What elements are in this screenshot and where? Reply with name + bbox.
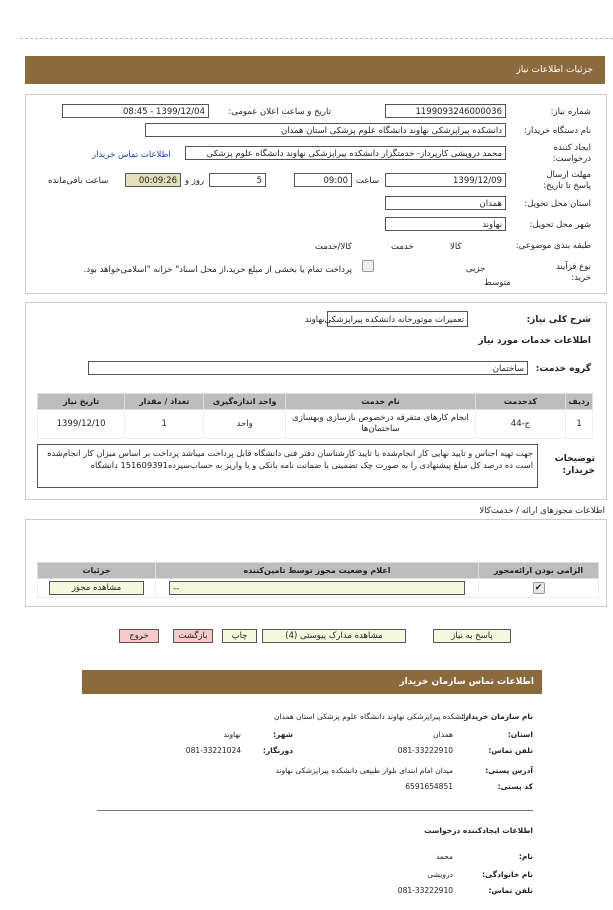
permit-status-field[interactable]: -- — [169, 581, 465, 595]
deadline-time-field[interactable]: 09:00 — [294, 173, 352, 187]
days-field[interactable]: 5 — [209, 173, 266, 187]
cell-row: 1 — [566, 410, 593, 439]
service-group-field[interactable]: ساختمان — [88, 361, 528, 375]
creator-phone: 081-33222910 — [397, 886, 453, 895]
city-label: شهر محل تحویل: — [529, 220, 591, 230]
services-table — [37, 393, 593, 439]
services-title: اطلاعات خدمات مورد نیاز — [478, 336, 591, 346]
creator-name: محمد — [435, 852, 453, 861]
deadline-date-field[interactable]: 1399/12/09 — [385, 173, 506, 187]
creator-name-label: نام: — [518, 852, 533, 861]
contact-address-label: آدرس پستی: — [485, 766, 533, 775]
view-permit-button[interactable]: مشاهده مجوز — [49, 581, 144, 595]
col-row: ردیف — [566, 394, 593, 410]
remaining-label: ساعت باقی‌مانده — [48, 176, 109, 186]
contact-fax: 081-33221024 — [185, 746, 241, 755]
province-label: استان محل تحویل: — [524, 199, 591, 209]
col-unit: واحد اندازه‌گیری — [204, 394, 286, 410]
col-name: نام خدمت — [286, 394, 476, 410]
need-number-field[interactable]: 1199093246000036 — [385, 104, 506, 118]
permits-table — [37, 562, 599, 598]
contact-org-label: نام سازمان خریدار: — [461, 712, 533, 721]
category-label: طبقه بندی موضوعی: — [515, 241, 591, 251]
contact-phone-label: تلفن تماس: — [488, 746, 533, 755]
contact-postal: 6591654851 — [405, 782, 453, 791]
creator-label: ایجاد کننده درخواست: — [552, 143, 591, 164]
required-checkbox[interactable]: ✔ — [533, 582, 545, 594]
exit-button[interactable]: خروج — [119, 629, 159, 643]
required-cell — [479, 579, 599, 598]
contact-address: میدان امام ابتدای بلوار طبیعی دانشکده پیراپزشکی نهاوند — [275, 766, 453, 775]
cell-date: 1399/12/10 — [38, 410, 125, 439]
buyer-notes-box — [37, 444, 538, 488]
cell-qty: 1 — [125, 410, 204, 439]
process-label: نوع فرآیند خرید: — [555, 262, 591, 283]
days-label: روز و — [185, 176, 205, 186]
cell-name: انجام کارهای متفرقه درخصوص بازسازی وبهسازی ساختمان‌ها — [286, 410, 476, 439]
creator-phone-label: تلفن تماس: — [488, 886, 533, 895]
process-medium-label: متوسط — [484, 278, 511, 288]
creator-field[interactable]: محمد درویشی کارپرداز- خدمتگزار دانشکده پیراپزشکی نهاوند دانشگاه علوم پزشکی — [185, 146, 506, 160]
breadcrumb[interactable]: جزئیات اطلاعات نیاز — [516, 65, 593, 75]
contact-divider — [97, 810, 533, 811]
permits-table-header — [38, 563, 599, 579]
col-code: کدخدمت — [475, 394, 565, 410]
contact-org: دانشکده پیراپزشکی نهاوند دانشگاه علوم پزشکی استان همدان — [273, 712, 469, 721]
contact-title: اطلاعات تماس سازمان خریدار — [399, 677, 534, 687]
contact-city: نهاوند — [223, 730, 241, 739]
service-group-label: گروه خدمت: — [535, 364, 591, 374]
contact-province: همدان — [433, 730, 453, 739]
contact-postal-label: کد پستی: — [497, 782, 533, 791]
creator-family-label: نام خانوادگی: — [482, 870, 533, 879]
category-goods-label: کالا — [450, 242, 462, 252]
page-header — [25, 56, 605, 84]
remaining-time-field: 00:09:26 — [125, 173, 181, 187]
process-minor-label: جزیی — [466, 264, 486, 274]
treasury-payment-note: پرداخت تمام یا بخشی از مبلغ خرید،از محل اسناد" خزانه "اسلامی‌خواهد بود. — [83, 265, 352, 275]
category-service-label: خدمت — [391, 242, 414, 252]
deadline-label: مهلت ارسال پاسخ تا تاریخ: — [543, 170, 591, 191]
deadline-time-label: ساعت — [356, 176, 380, 186]
attachments-button[interactable]: مشاهده مدارک پیوستی (4) — [262, 629, 406, 643]
table-row — [38, 579, 599, 598]
col-date: تاریخ نیاز — [38, 394, 125, 410]
reply-button[interactable]: پاسخ به نیاز — [433, 629, 511, 643]
province-field[interactable]: همدان — [385, 196, 506, 210]
announce-field[interactable]: 1399/12/04 - 08:45 — [62, 104, 209, 118]
category-both-label: کالا/خدمت — [315, 242, 352, 252]
cell-code: ج-44 — [475, 410, 565, 439]
summary-label: شرح کلی نیاز: — [526, 315, 591, 325]
print-button[interactable]: چاپ — [222, 629, 257, 643]
city-field[interactable]: نهاوند — [385, 217, 506, 231]
treasury-payment-checkbox[interactable] — [362, 260, 374, 272]
buyer-notes-text: جهت تهیه اجناس و تایید نهایی کار انجام‌شده با تایید کارشناسان دفتر فنی دانشگاه قابل پرداخت میباشد پرداخت بر اساس میزان کار انجام‌شده است ده درصد کل مبلغ پیشنهادی را به صورت چک تضمینی یا ضمانت نامه بانکی و یا واریز به حساب‌سپرده151609391 دانشگاه — [47, 448, 533, 470]
status-cell — [156, 579, 479, 598]
creator-info-title: اطلاعات ایجادکننده درخواست — [424, 826, 533, 835]
contact-city-label: شهر: — [273, 730, 293, 739]
buyer-org-field[interactable]: دانشکده پیراپزشکی نهاوند دانشگاه علوم پزشکی استان همدان — [145, 123, 506, 137]
col-qty: تعداد / مقدار — [125, 394, 204, 410]
contact-phone: 081-33222910 — [397, 746, 453, 755]
col-details: جزئیات — [38, 563, 156, 579]
need-number-label: شماره نیاز: — [550, 107, 591, 117]
col-status: اعلام وضعیت مجوز توسط تامین‌کننده — [156, 563, 479, 579]
table-row — [38, 410, 593, 439]
details-cell — [38, 579, 156, 598]
contact-fax-label: دورنگار: — [262, 746, 293, 755]
buyer-org-label: نام دستگاه خریدار: — [524, 126, 591, 136]
back-button[interactable]: بازگشت — [173, 629, 213, 643]
cell-unit: واحد — [204, 410, 286, 439]
summary-field[interactable]: تعمیرات موتورخانه دانشکده پیراپزشکی‌نهاوند — [327, 311, 468, 327]
col-required: الزامی بودن ارائه‌مجوز — [479, 563, 599, 579]
top-divider — [20, 38, 613, 39]
contact-header — [82, 670, 542, 694]
contact-province-label: استان: — [507, 730, 533, 739]
services-table-header — [38, 394, 593, 410]
buyer-notes-label: توضیحات خریدار: — [554, 454, 595, 476]
permits-title: اطلاعات مجوزهای ارائه / خدمت‌کالا — [479, 506, 605, 516]
creator-family: درویشی — [427, 870, 453, 879]
announce-label: تاریخ و ساعت اعلان عمومی: — [228, 107, 331, 117]
contact-info-link[interactable]: اطلاعات تماس خریدار — [92, 150, 171, 160]
